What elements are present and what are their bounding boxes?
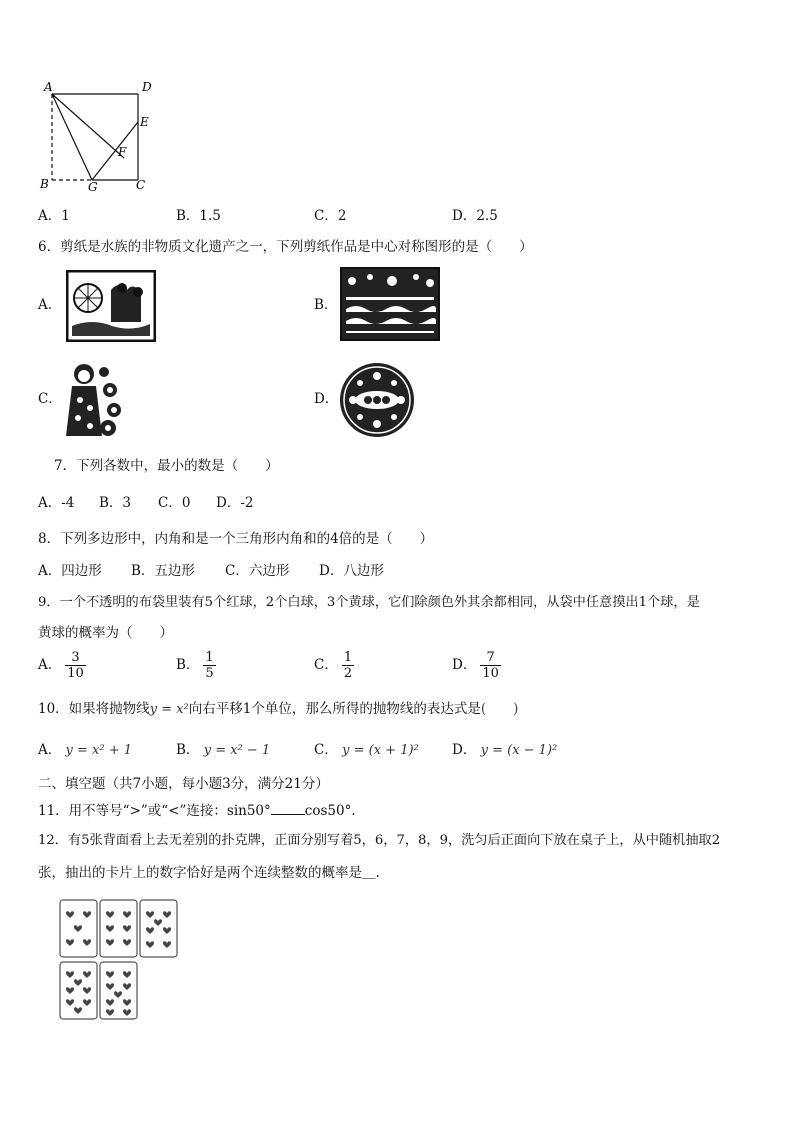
q10-stem-post: 向右平移1个单位，那么所得的抛物线的表达式是 bbox=[188, 701, 481, 717]
q5-option-d[interactable]: D．2.5 bbox=[452, 208, 498, 224]
q10-option-d[interactable] bbox=[452, 741, 557, 760]
q11-answer-blank[interactable] bbox=[271, 802, 305, 815]
card-4 bbox=[60, 962, 97, 1019]
q11-stem bbox=[38, 802, 356, 820]
q10-option-c[interactable] bbox=[314, 741, 419, 760]
q10-option-a[interactable] bbox=[38, 741, 132, 760]
papercut-image-d bbox=[338, 361, 416, 439]
q9-option-c-fraction: $\frac{1}{2}$ bbox=[343, 650, 353, 681]
label-e: E bbox=[140, 115, 149, 129]
q11-post: cos50°. bbox=[304, 803, 356, 819]
q10-option-b-label: B． bbox=[176, 742, 200, 758]
q6-option-b[interactable]: B． bbox=[314, 297, 338, 313]
q10-option-c-expr: y = (x + 1)² bbox=[342, 743, 419, 758]
q9-option-d-fraction: $\frac{7}{10}$ bbox=[482, 650, 499, 681]
q10-option-b[interactable] bbox=[176, 741, 270, 760]
q10-stem-pre: 10．如果将抛物线 bbox=[38, 701, 150, 717]
label-f: F bbox=[118, 145, 127, 159]
q10-option-d-label: D． bbox=[452, 742, 477, 758]
q9-option-b-fraction: $\frac{1}{5}$ bbox=[205, 650, 214, 681]
q9-option-a-label: A． bbox=[38, 657, 62, 673]
q7-option-c[interactable]: C．0 bbox=[158, 495, 191, 511]
label-a: A bbox=[44, 80, 53, 94]
q10-option-d-expr: y = (x − 1)² bbox=[480, 743, 558, 758]
papercut-image-b bbox=[340, 267, 440, 341]
q10-stem-paren: ( ) bbox=[480, 701, 519, 717]
q10-option-c-label: C． bbox=[314, 742, 338, 758]
q10-stem-formula: y = x² bbox=[149, 702, 189, 717]
section-title: 二、填空题（共7小题，每小题3分，满分21分） bbox=[38, 776, 329, 792]
label-b: B bbox=[40, 177, 49, 191]
label-d: D bbox=[142, 80, 152, 94]
q5-option-c[interactable]: C．2 bbox=[314, 208, 347, 224]
q6-option-c[interactable]: C． bbox=[38, 391, 62, 407]
q9-option-c-label: C． bbox=[314, 657, 338, 673]
q9-option-d[interactable] bbox=[452, 650, 501, 681]
q10-stem bbox=[38, 700, 518, 719]
q10-option-a-label: A． bbox=[38, 742, 62, 758]
q12-line2: 张，抽出的卡片上的数字恰好是两个连续整数的概率是＿. bbox=[38, 865, 380, 881]
q8-option-c[interactable]: C．六边形 bbox=[225, 563, 290, 579]
q7-option-a[interactable]: A．-4 bbox=[38, 495, 75, 511]
q6-option-d[interactable]: D． bbox=[314, 391, 339, 407]
q5-option-a[interactable]: A．1 bbox=[38, 208, 70, 224]
q8-option-a[interactable]: A．四边形 bbox=[38, 563, 102, 579]
q9-option-b[interactable] bbox=[176, 650, 216, 681]
q9-option-a[interactable] bbox=[38, 650, 86, 681]
card-2 bbox=[100, 900, 137, 957]
label-g: G bbox=[88, 180, 98, 194]
q11-pre: 11．用不等号“>”或“<”连接：sin50° bbox=[38, 803, 271, 819]
label-c: C bbox=[136, 178, 146, 192]
q8-option-b[interactable]: B．五边形 bbox=[131, 563, 195, 579]
square-figure bbox=[38, 78, 168, 196]
papercut-image-a bbox=[66, 270, 156, 342]
q6-option-a[interactable]: A． bbox=[38, 297, 62, 313]
q7-option-b[interactable]: B．3 bbox=[99, 495, 132, 511]
card-1 bbox=[60, 900, 97, 957]
q10-option-b-expr: y = x² − 1 bbox=[203, 743, 271, 758]
q5-option-b[interactable]: B．1.5 bbox=[176, 208, 221, 224]
papercut-image-c bbox=[62, 360, 126, 440]
q9-option-d-label: D． bbox=[452, 657, 477, 673]
q9-stem-line1: 9．一个不透明的布袋里装有5个红球，2个白球，3个黄球，它们除颜色外其余都相同，从袋中任意摸出1个球，是 bbox=[38, 595, 700, 610]
q9-option-b-label: B． bbox=[176, 657, 200, 673]
card-3 bbox=[140, 900, 177, 957]
q10-option-a-expr: y = x² + 1 bbox=[65, 743, 133, 758]
card-5 bbox=[100, 962, 137, 1019]
q9-option-a-fraction: $\frac{3}{10}$ bbox=[67, 650, 84, 681]
q9-option-c[interactable] bbox=[314, 650, 354, 681]
q7-stem: 7．下列各数中，最小的数是（ ） bbox=[54, 458, 279, 474]
q9-stem-line2: 黄球的概率为（ ） bbox=[38, 625, 173, 641]
playing-cards-image bbox=[58, 898, 184, 1024]
q12-line1: 12．有5张背面看上去无差别的扑克牌，正面分别写着5，6，7，8，9，洗匀后正面向下放在桌子上，从中随机抽取2 bbox=[38, 833, 721, 848]
q6-stem: 6．剪纸是水族的非物质文化遗产之一，下列剪纸作品是中心对称图形的是（ ） bbox=[38, 239, 533, 255]
q7-option-d[interactable]: D．-2 bbox=[216, 495, 254, 511]
q8-option-d[interactable]: D．八边形 bbox=[319, 563, 384, 579]
q8-stem: 8．下列多边形中，内角和是一个三角形内角和的4倍的是（ ） bbox=[38, 531, 434, 547]
